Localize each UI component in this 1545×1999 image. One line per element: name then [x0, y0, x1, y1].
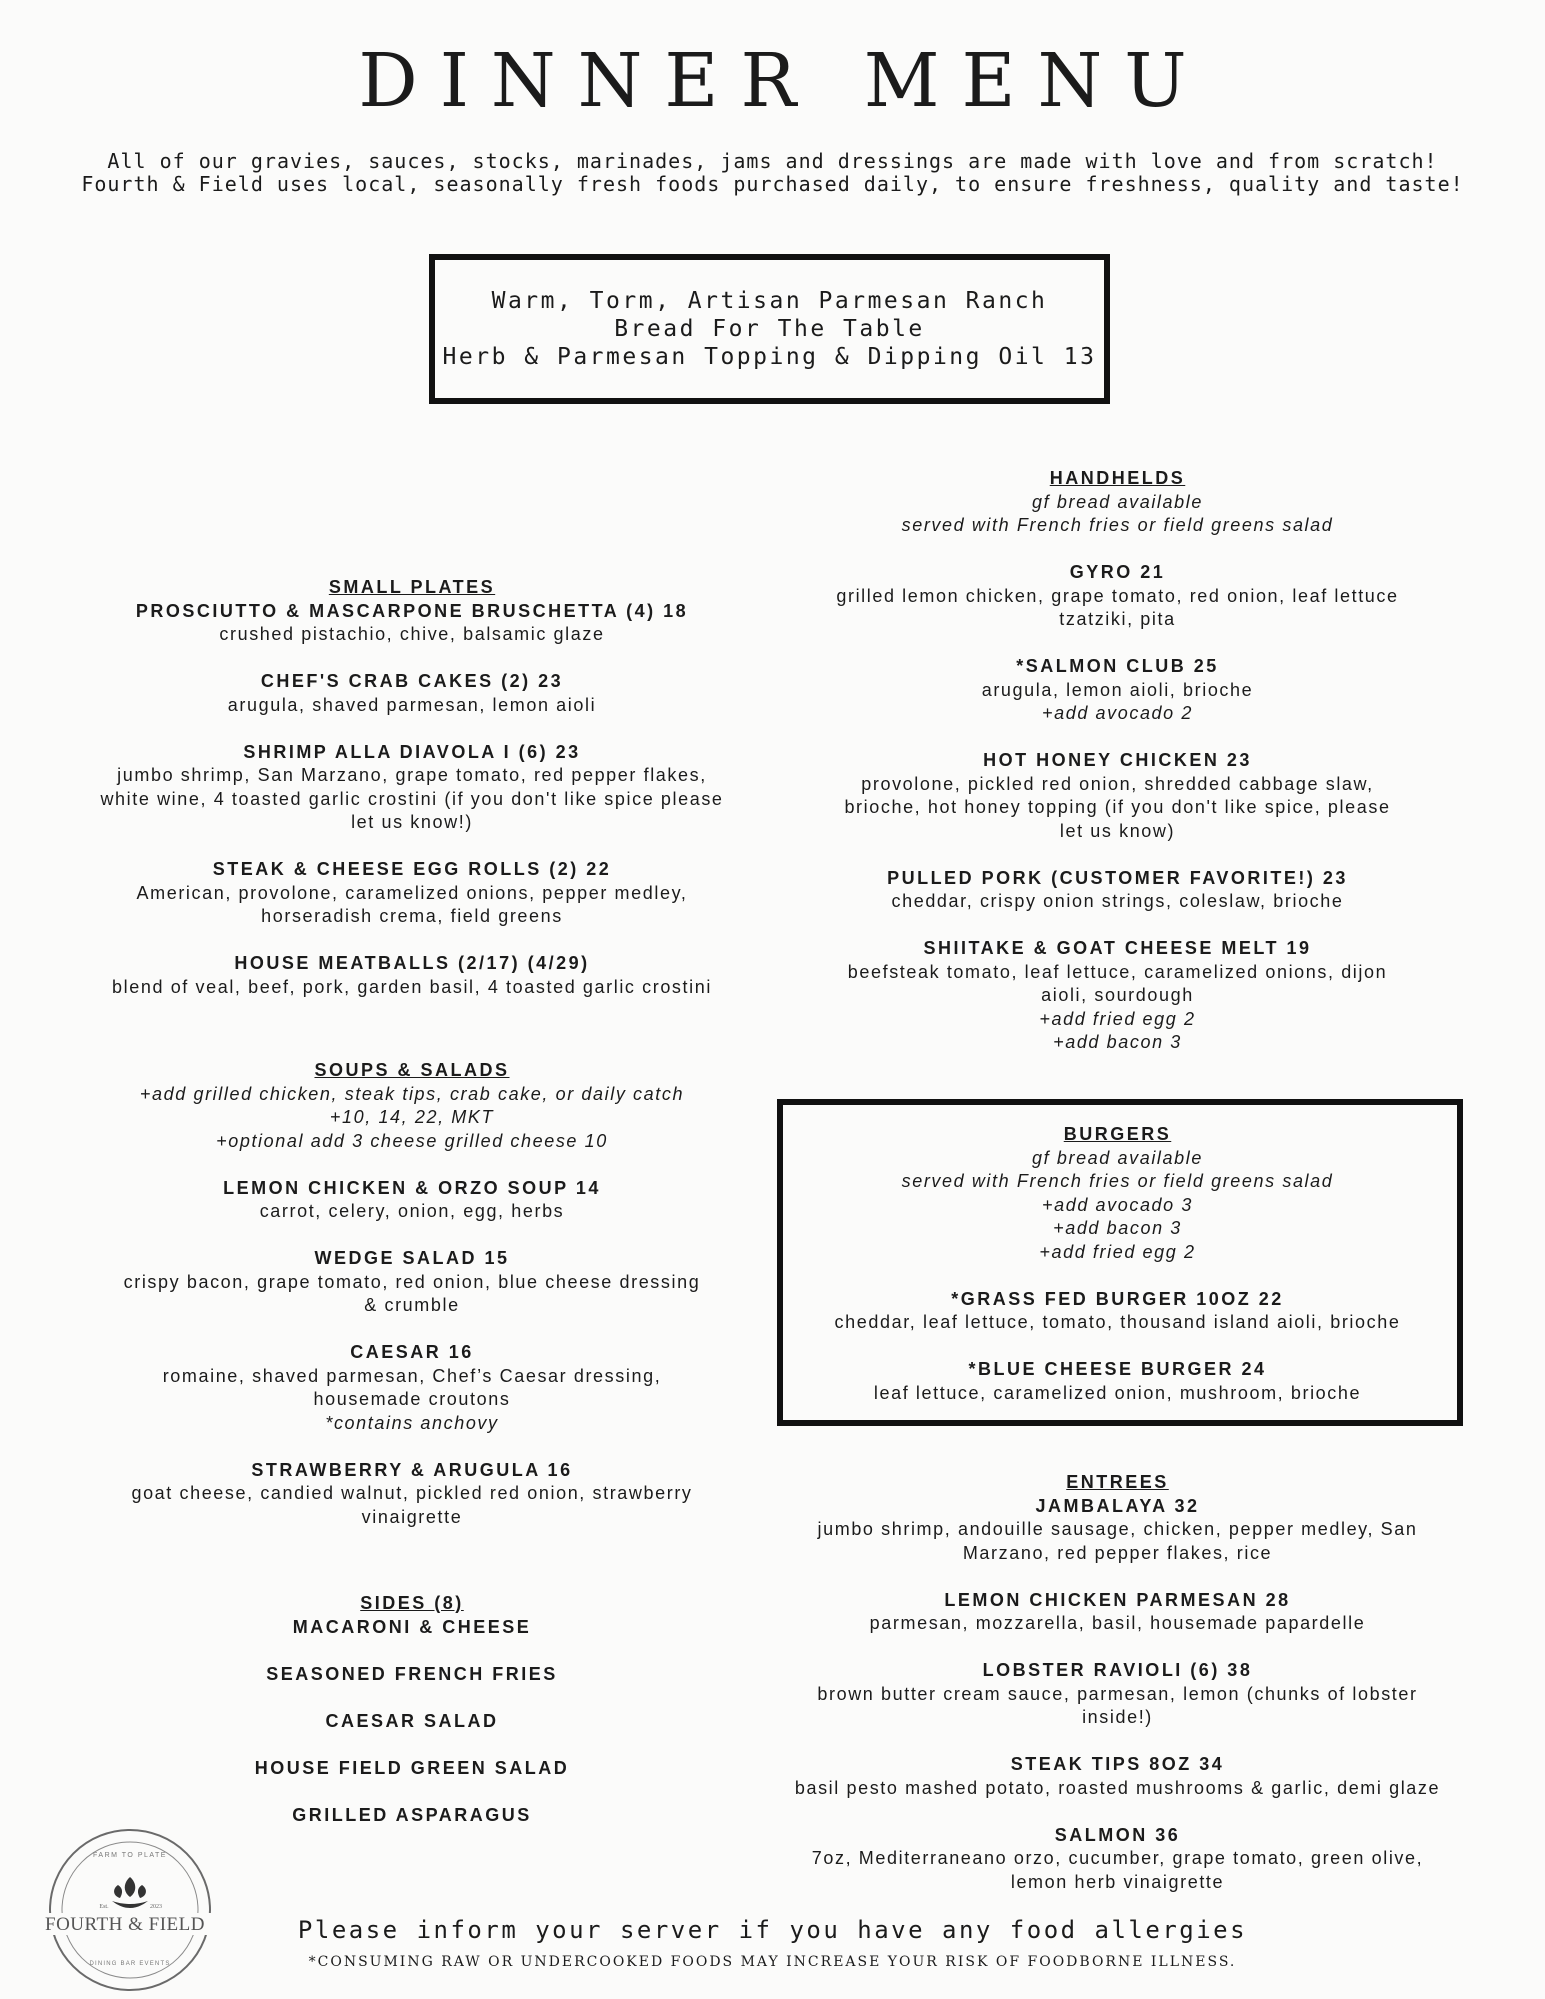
menu-item-desc: aioli, sourdough [1041, 985, 1194, 1005]
section-note: +add avocado 3 [1041, 1194, 1193, 1215]
menu-item-desc: tzatziki, pita [1059, 609, 1176, 629]
menu-item-desc: inside!) [1082, 1707, 1153, 1727]
menu-item-name: *BLUE CHEESE BURGER 24 [968, 1359, 1267, 1379]
menu-item-desc: brown butter cream sauce, parmesan, lemon (chunks of lobster [817, 1683, 1418, 1704]
menu-item-desc: blend of veal, beef, pork, garden basil, 4 toasted garlic crostini [112, 976, 712, 997]
menu-item-name: *SALMON CLUB 25 [1016, 656, 1219, 676]
bread-line: Herb & Parmesan Topping & Dipping Oil 13 [442, 344, 1097, 370]
menu-item-desc: provolone, pickled red onion, shredded cabbage slaw, [861, 773, 1374, 794]
menu-item-name: PULLED PORK (CUSTOMER FAVORITE!) 23 [887, 867, 1348, 888]
allergy-notice: Please inform your server if you have any food allergies [297, 1916, 1248, 1944]
bread-line: Warm, Torm, Artisan Parmesan Ranch [491, 288, 1048, 314]
menu-item-name: CAESAR 16 [350, 1342, 474, 1362]
menu-item-desc: jumbo shrimp, andouille sausage, chicken, pepper medley, San [817, 1519, 1418, 1539]
menu-item-name: HOUSE MEATBALLS (2/17) (4/29) [234, 953, 590, 973]
section-heading: SOUPS & SALADS [314, 1060, 510, 1080]
menu-item-desc: arugula, lemon aioli, brioche [981, 679, 1254, 700]
menu-item-desc: cheddar, crispy onion strings, coleslaw, brioche [891, 891, 1344, 911]
menu-item-name: STEAK TIPS 8OZ 34 [1010, 1754, 1225, 1774]
menu-item-note: *contains anchovy [325, 1412, 499, 1433]
menu-item-name: HOT HONEY CHICKEN 23 [983, 750, 1252, 770]
menu-item-desc: let us know!) [351, 812, 473, 832]
menu-item-name: SHRIMP ALLA DIAVOLA I (6) 23 [243, 741, 581, 762]
menu-item-desc: let us know) [1059, 820, 1176, 841]
menu-item-desc: & crumble [364, 1295, 460, 1315]
menu-item-desc: white wine, 4 toasted garlic crostini (if you don't like spice please [100, 788, 724, 809]
menu-item-desc: parmesan, mozzarella, basil, housemade papardelle [869, 1613, 1366, 1633]
menu-item-desc: leaf lettuce, caramelized onion, mushroom, brioche [873, 1382, 1362, 1403]
burgers-section [775, 1123, 1460, 1405]
menu-item-desc: beefsteak tomato, leaf lettuce, caramelized onions, dijon [847, 961, 1388, 982]
menu-item-name: *GRASS FED BURGER 10OZ 22 [951, 1288, 1284, 1309]
logo-bottom-text: DINING BAR EVENTS [89, 1961, 171, 1967]
menu-item-desc: grilled lemon chicken, grape tomato, red onion, leaf lettuce [836, 585, 1399, 606]
section-note: +10, 14, 22, MKT [329, 1107, 495, 1127]
menu-item-desc: crushed pistachio, chive, balsamic glaze [219, 624, 605, 644]
section-heading: HANDHELDS [1049, 468, 1186, 488]
raw-food-disclaimer: *CONSUMING RAW OR UNDERCOOKED FOODS MAY INCREASE YOUR RISK OF FOODBORNE ILLNESS. [308, 1954, 1237, 1970]
menu-item-desc: horseradish crema, field greens [261, 906, 563, 926]
menu-item-desc: lemon herb vinaigrette [1010, 1871, 1225, 1892]
menu-item-desc: carrot, celery, onion, egg, herbs [259, 1201, 565, 1221]
side-item: SEASONED FRENCH FRIES [266, 1663, 558, 1684]
menu-item-desc: American, provolone, caramelized onions, pepper medley, [136, 882, 688, 903]
section-note: +add bacon 3 [1053, 1218, 1182, 1238]
menu-item-extra: +add avocado 2 [1041, 703, 1193, 723]
bread-line: Bread For The Table [614, 316, 925, 342]
menu-item-desc: goat cheese, candied walnut, pickled red onion, strawberry [131, 1483, 693, 1503]
menu-item-name: SHIITAKE & GOAT CHEESE MELT 19 [923, 938, 1312, 958]
intro-text [0, 150, 1545, 196]
logo-est: Est. [99, 1904, 109, 1910]
sides-section [42, 1592, 782, 1827]
side-item: HOUSE FIELD GREEN SALAD [254, 1757, 570, 1778]
section-note: gf bread available [1032, 1147, 1203, 1168]
intro-line: All of our gravies, sauces, stocks, marinades, jams and dressings are made with love and from scratch! [107, 149, 1438, 173]
side-item: CAESAR SALAD [325, 1710, 499, 1731]
leaf-plate-icon [112, 1877, 148, 1908]
section-note: +add grilled chicken, steak tips, crab cake, or daily catch [139, 1083, 685, 1104]
section-heading: SMALL PLATES [328, 577, 496, 597]
menu-item-desc: arugula, shaved parmesan, lemon aioli [227, 694, 597, 715]
section-heading: ENTREES [1066, 1472, 1169, 1492]
menu-item-name: LEMON CHICKEN PARMESAN 28 [944, 1589, 1291, 1610]
section-note: +optional add 3 cheese grilled cheese 10 [216, 1130, 608, 1151]
section-note: +add fried egg 2 [1039, 1241, 1196, 1262]
side-item: GRILLED ASPARAGUS [292, 1804, 532, 1825]
handhelds-section [775, 467, 1460, 1055]
menu-item-name: CHEF'S CRAB CAKES (2) 23 [260, 671, 564, 691]
menu-item-name: WEDGE SALAD 15 [314, 1248, 510, 1268]
section-note: gf bread available [1032, 491, 1203, 512]
menu-item-name: PROSCIUTTO & MASCARPONE BRUSCHETTA (4) 18 [135, 600, 689, 621]
logo-year: 2023 [150, 1904, 162, 1910]
menu-item-desc: 7oz, Mediterraneano orzo, cucumber, grape tomato, green olive, [811, 1848, 1424, 1868]
menu-item-name: STRAWBERRY & ARUGULA 16 [251, 1459, 573, 1480]
bread-feature-box [429, 254, 1110, 404]
soups-salads-section [42, 1059, 782, 1529]
menu-item-name: LEMON CHICKEN & ORZO SOUP 14 [223, 1177, 601, 1198]
menu-item-desc: brioche, hot honey topping (if you don't like spice, please [844, 797, 1391, 817]
logo-top-text: FARM TO PLATE [93, 1852, 167, 1859]
menu-item-desc: housemade croutons [313, 1389, 511, 1409]
menu-item-extra: +add bacon 3 [1053, 1032, 1182, 1052]
menu-item-name: STEAK & CHEESE EGG ROLLS (2) 22 [212, 859, 612, 879]
menu-item-name: LOBSTER RAVIOLI (6) 38 [982, 1660, 1253, 1680]
menu-item-name: JAMBALAYA 32 [1035, 1495, 1200, 1516]
menu-item-extra: +add fried egg 2 [1039, 1008, 1196, 1029]
menu-item-desc: Marzano, red pepper flakes, rice [962, 1542, 1273, 1563]
entrees-section [775, 1471, 1460, 1894]
menu-item-desc: basil pesto mashed potato, roasted mushrooms & garlic, demi glaze [794, 1777, 1441, 1798]
menu-item-desc: romaine, shaved parmesan, Chef’s Caesar dressing, [162, 1365, 662, 1386]
section-heading: BURGERS [1063, 1124, 1172, 1144]
logo-name: FOURTH & FIELD [45, 1914, 205, 1935]
menu-item-desc: cheddar, leaf lettuce, tomato, thousand island aioli, brioche [834, 1312, 1401, 1332]
page-title: DINNER MENU [358, 38, 1209, 124]
menu-item-name: SALMON 36 [1054, 1824, 1181, 1845]
small-plates-section [42, 576, 782, 999]
menu-item-desc: vinaigrette [361, 1506, 463, 1527]
side-item: MACARONI & CHEESE [292, 1616, 532, 1637]
menu-item-desc: jumbo shrimp, San Marzano, grape tomato, red pepper flakes, [117, 765, 707, 785]
section-note: served with French fries or field greens salad [901, 515, 1334, 535]
menu-item-desc: crispy bacon, grape tomato, red onion, blue cheese dressing [123, 1271, 701, 1292]
section-note: served with French fries or field greens salad [901, 1171, 1334, 1191]
intro-line: Fourth & Field uses local, seasonally fresh foods purchased daily, to ensure freshness, quality and taste! [81, 172, 1464, 196]
menu-item-name: GYRO 21 [1069, 562, 1166, 582]
section-heading: SIDES (8) [360, 1593, 464, 1613]
